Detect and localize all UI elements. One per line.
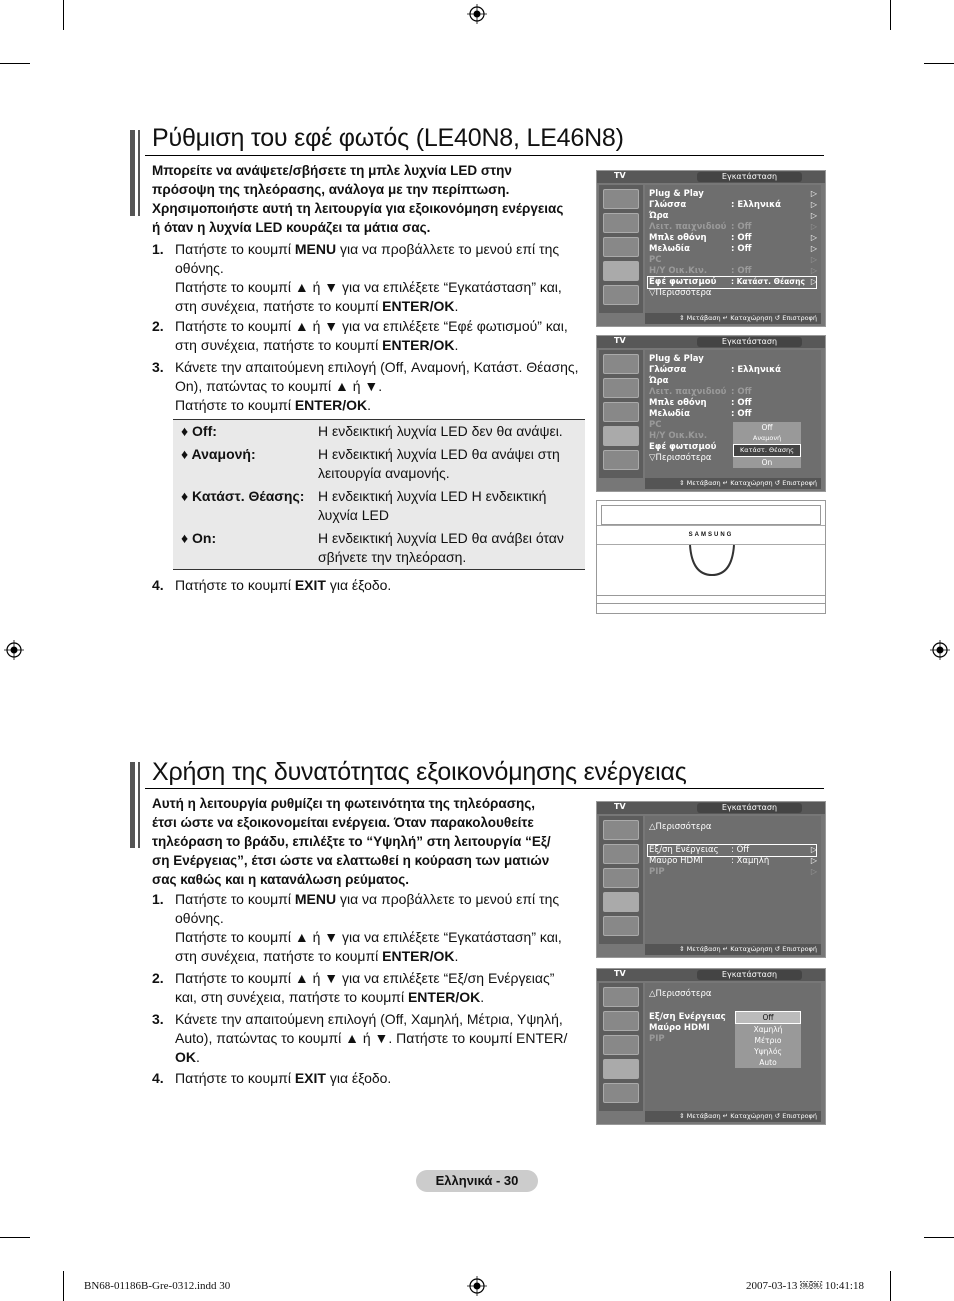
osd-footer: ⇕ Μετάβαση ↵ Καταχώρηση ↺ Επιστροφή [645, 313, 821, 324]
osd-side-icons [599, 816, 643, 944]
osd-option: Αναμονή [752, 434, 782, 442]
crop-mark [924, 63, 954, 64]
step-item [152, 969, 588, 1007]
channel-icon [603, 868, 639, 888]
step-number: 3. [152, 359, 164, 375]
picture-icon [603, 354, 639, 374]
osd-row-label: Λειτ. παιχνιδιού [649, 222, 727, 232]
osd-row-label: Εφέ φωτισμού [649, 442, 717, 452]
section-title: Χρήση της δυνατότητας εξοικονόμησης ενέργειας [152, 758, 687, 786]
step-line: OK. [175, 1049, 200, 1065]
osd-menu-row [649, 420, 661, 430]
osd-row-label: Η/Υ Οικ.Κιν. [649, 431, 708, 441]
osd-menu-row [649, 845, 750, 855]
play-arrow-icon: ▷ [810, 255, 817, 264]
tv-menu-screen [596, 170, 826, 327]
osd-row-label: PC [649, 420, 662, 430]
option-key: ♦ On: [181, 530, 217, 546]
osd-menu-row [649, 189, 704, 199]
osd-row-value: : Off [731, 233, 752, 243]
osd-row-label: Μπλε οθόνη [649, 233, 707, 243]
osd-row-label: Ώρα [649, 376, 669, 386]
osd-menu-row [649, 387, 752, 397]
osd-side-icons [599, 983, 643, 1111]
setup-icon [603, 426, 639, 446]
title-accent-bar [130, 762, 135, 848]
intro-line: τηλεόραση το βράδυ, επιλέξτε το “Υψηλή” στη λειτουργία “Εξ/ [152, 834, 551, 849]
option-description: Η ενδεικτική λυχνία LED θα ανάβει όταν σβήνετε την τηλεόραση. [318, 530, 564, 565]
play-arrow-icon: ▷ [810, 867, 817, 876]
title-accent-bar [138, 130, 140, 216]
osd-row-label: ▽Περισσότερα [649, 453, 712, 463]
osd-option-selected: Κατάστ. Θέασης [733, 444, 801, 457]
osd-menu-row [649, 277, 805, 287]
option-key: ♦ Κατάστ. Θέασης: [181, 488, 305, 504]
sound-icon [603, 844, 639, 864]
step-item [152, 1010, 588, 1067]
osd-footer: ⇕ Μετάβαση ↵ Καταχώρηση ↺ Επιστροφή [645, 1111, 821, 1122]
setup-icon [603, 261, 639, 281]
osd-menu-row [649, 398, 752, 408]
play-arrow-icon: ▷ [810, 222, 817, 231]
osd-row-value: : Ελληνικά [731, 365, 781, 375]
osd-row-label: Ώρα [649, 211, 669, 221]
option-row [173, 420, 585, 443]
osd-menu-list [645, 983, 821, 1111]
crop-mark [0, 1237, 30, 1238]
osd-row-label: ▽Περισσότερα [649, 288, 712, 298]
step-line: στη συνέχεια, πατήστε το κουμπί ENTER/OK. [175, 298, 459, 314]
osd-row-label: Γλώσσα [649, 365, 687, 375]
osd-menu-row [649, 376, 669, 386]
step-line: Πατήστε το κουμπί ▲ ή ▼ για να επιλέξετε “Εγκατάσταση” και, [175, 279, 562, 295]
osd-menu-row [649, 266, 752, 276]
step-number: 3. [152, 1011, 164, 1027]
picture-icon [603, 189, 639, 209]
step-item [152, 358, 588, 415]
osd-menu-row [649, 856, 770, 866]
intro-line: πρόσοψη της τηλεόρασης, ανάλογα με την περίπτωση. [152, 182, 510, 197]
osd-row-label: △Περισσότερα [649, 989, 712, 999]
intro-line: Αυτή η λειτουργία ρυθμίζει τη φωτεινότητα της τηλεόρασης, [152, 796, 535, 811]
tv-stand-icon [687, 543, 737, 583]
setup-icon [603, 892, 639, 912]
sound-icon [603, 378, 639, 398]
step-number: 1. [152, 891, 164, 907]
osd-menu-list [645, 350, 821, 478]
option-description: Η ενδεικτική λυχνία LED θα ανάψει στη λειτουργία αναμονής. [318, 446, 560, 481]
title-rule [145, 788, 824, 789]
osd-row-label: Η/Υ Οικ.Κιν. [649, 266, 708, 276]
osd-footer: ⇕ Μετάβαση ↵ Καταχώρηση ↺ Επιστροφή [645, 478, 821, 489]
step-line: Κάνετε την απαιτούμενη επιλογή (Off, Αναμονή, Κατάστ. Θέασης, [175, 359, 579, 375]
channel-icon [603, 402, 639, 422]
options-table [173, 419, 585, 570]
osd-menu-row [649, 989, 711, 999]
option-key: ♦ Αναμονή: [181, 446, 256, 462]
step-line: οθόνης. [175, 910, 224, 926]
osd-row-label: PIP [649, 1034, 665, 1044]
osd-option-popup [733, 422, 801, 468]
step-line: Πατήστε το κουμπί EXIT για έξοδο. [175, 1070, 392, 1086]
play-arrow-icon: ▷ [810, 845, 817, 854]
crop-mark [63, 1271, 64, 1301]
step-line: στη συνέχεια, πατήστε το κουμπί ENTER/OK. [175, 337, 459, 353]
crop-mark [890, 1271, 891, 1301]
osd-menu-row [649, 255, 661, 265]
play-arrow-icon: ▷ [810, 856, 817, 865]
osd-header [597, 171, 825, 183]
osd-menu-row [649, 222, 752, 232]
osd-option: Off [761, 423, 773, 432]
picture-icon [603, 987, 639, 1007]
section-intro [152, 161, 588, 237]
section-title: Ρύθμιση του εφέ φωτός (LE40N8, LE46N8) [152, 124, 624, 152]
osd-menu-row [649, 288, 711, 298]
intro-line: ή όταν η λυχνία LED κουράζει τα μάτια σας. [152, 220, 431, 235]
crop-mark [0, 63, 30, 64]
osd-row-value: : Off [731, 845, 750, 855]
step-line: Πατήστε το κουμπί MENU για να προβάλλετε το μενού επί της [175, 241, 560, 257]
registration-mark-icon [467, 4, 487, 24]
osd-row-label: Εφέ φωτισμού [649, 277, 717, 287]
intro-line: Μπορείτε να ανάψετε/σβήσετε τη μπλε λυχνία LED στην [152, 163, 512, 178]
step-number: 2. [152, 318, 164, 334]
step-item [152, 317, 588, 355]
crop-mark [924, 1237, 954, 1238]
tv-menu-screen [596, 335, 826, 492]
osd-row-value: : Off [731, 387, 752, 397]
play-arrow-icon: ▷ [810, 233, 817, 242]
osd-row-label: Εξ/ση Ενέργειας [649, 845, 719, 855]
print-file-info: BN68-01186B-Gre-0312.indd 30 [84, 1280, 231, 1292]
osd-side-icons [599, 185, 643, 313]
osd-option: On [761, 458, 773, 467]
osd-menu-list [645, 185, 821, 313]
sound-icon [603, 1011, 639, 1031]
title-accent-bar [130, 130, 135, 216]
osd-header [597, 802, 825, 814]
samsung-logo: SAMSUNG [597, 525, 825, 545]
osd-option-popup [735, 1011, 801, 1068]
osd-menu-row [649, 354, 704, 364]
option-row [173, 527, 585, 569]
osd-row-value: : Off [731, 244, 752, 254]
page-number-label: Ελληνικά - 30 [416, 1170, 538, 1192]
osd-side-icons [599, 350, 643, 478]
step-number: 2. [152, 970, 164, 986]
title-rule [145, 155, 824, 156]
osd-row-label: Μελωδία [649, 244, 690, 254]
option-key: ♦ Off: [181, 423, 217, 439]
registration-mark-icon [930, 640, 950, 660]
intro-line: Χρησιμοποιήστε αυτή τη λειτουργία για εξοικονόμηση ενέργειας [152, 201, 564, 216]
osd-option-selected: Off [735, 1011, 801, 1024]
osd-row-label: Plug & Play [649, 354, 704, 364]
channel-icon [603, 1035, 639, 1055]
step-line: On), πατώντας το κουμπί ▲ ή ▼. [175, 378, 383, 394]
step-item [152, 1069, 588, 1088]
osd-row-label: Μαύρο HDMI [649, 856, 703, 866]
osd-row-value: : Χαμηλή [731, 856, 770, 866]
osd-row-label: PC [649, 255, 662, 265]
step-line: Πατήστε το κουμπί MENU για να προβάλλετε το μενού επί της [175, 891, 560, 907]
osd-menu-row [649, 442, 716, 452]
title-accent-bar [138, 762, 140, 848]
osd-menu-row [649, 867, 665, 877]
step-line: Πατήστε το κουμπί ▲ ή ▼ για να επιλέξετε “Εφέ φωτισμού” και, [175, 318, 568, 334]
osd-menu-row [649, 244, 752, 254]
step-item [152, 240, 588, 316]
osd-row-label: Μαύρο HDMI [649, 1023, 710, 1033]
step-line: στη συνέχεια, πατήστε το κουμπί ENTER/OK. [175, 948, 459, 964]
intro-line: έτσι ώστε να εξοικονομείται ενέργεια. Όταν παρακολουθείτε [152, 815, 534, 830]
setup-icon [603, 1059, 639, 1079]
tv-label: TV [614, 969, 626, 978]
intro-line: σας καθώς και η κατανάλωση ρεύματος. [152, 872, 409, 887]
osd-row-label: Μελωδία [649, 409, 690, 419]
play-arrow-icon: ▷ [810, 189, 817, 198]
osd-row-label: Γλώσσα [649, 200, 687, 210]
option-row [173, 485, 585, 527]
osd-menu-title: Εγκατάσταση [697, 970, 802, 980]
section-intro [152, 794, 588, 889]
osd-row-value: : Off [731, 266, 752, 276]
option-description: Η ενδεικτική λυχνία LED Η ενδεικτική λυχνία LED [318, 488, 547, 523]
input-icon [603, 450, 639, 470]
osd-menu-title: Εγκατάσταση [697, 803, 802, 813]
osd-row-label: Μπλε οθόνη [649, 398, 707, 408]
osd-option: Auto [759, 1058, 777, 1067]
input-icon [603, 285, 639, 305]
osd-row-label: Λειτ. παιχνιδιού [649, 387, 727, 397]
play-arrow-icon: ▷ [810, 266, 817, 275]
osd-menu-row [649, 822, 711, 832]
osd-menu-row [649, 211, 669, 221]
tv-front-illustration [596, 500, 826, 614]
osd-row-label: PIP [649, 867, 665, 877]
divider [597, 595, 825, 596]
print-timestamp: 2007-03-13 ￼￼ 10:41:18 [746, 1280, 864, 1292]
osd-menu-row [649, 200, 781, 210]
sound-icon [603, 213, 639, 233]
crop-mark [890, 0, 891, 30]
osd-menu-list [645, 816, 821, 944]
osd-row-value: : Κατάστ. Θέασης [731, 277, 805, 286]
osd-menu-row [649, 233, 752, 243]
osd-option: Χαμηλή [753, 1025, 783, 1034]
step-line: Πατήστε το κουμπί EXIT για έξοδο. [175, 577, 392, 593]
osd-menu-row [649, 365, 781, 375]
channel-icon [603, 237, 639, 257]
tv-label: TV [614, 171, 626, 180]
step-number: 1. [152, 241, 164, 257]
tv-bezel-top [601, 505, 821, 525]
osd-row-label: △Περισσότερα [649, 822, 712, 832]
step-item [152, 576, 588, 595]
step-line: οθόνης. [175, 260, 224, 276]
osd-menu-row [649, 409, 752, 419]
step-item [152, 890, 588, 966]
input-icon [603, 1083, 639, 1103]
divider [597, 603, 825, 604]
option-row [173, 443, 585, 485]
step-line: Πατήστε το κουμπί ▲ ή ▼ για να επιλέξετε “Εγκατάσταση” και, [175, 929, 562, 945]
osd-row-label: Plug & Play [649, 189, 704, 199]
step-line: Auto), πατώντας το κουμπί ▲ ή ▼. Πατήστε το κουμπί ENTER/ [175, 1030, 568, 1046]
osd-footer: ⇕ Μετάβαση ↵ Καταχώρηση ↺ Επιστροφή [645, 944, 821, 955]
tv-label: TV [614, 336, 626, 345]
play-arrow-icon: ▷ [810, 244, 817, 253]
tv-menu-screen [596, 968, 826, 1125]
play-arrow-icon: ▷ [810, 200, 817, 209]
option-description: Η ενδεικτική λυχνία LED δεν θα ανάψει. [318, 423, 563, 439]
osd-row-label: Εξ/ση Ενέργειας [649, 1012, 726, 1022]
play-arrow-icon: ▷ [810, 211, 817, 220]
osd-option: Υψηλός [754, 1047, 782, 1056]
osd-row-value: : Ελληνικά [731, 200, 781, 210]
intro-line: ση Ενέργειας”, έτσι ώστε να ελαττωθεί η κούραση των ματιών [152, 853, 550, 868]
tv-menu-screen [596, 801, 826, 958]
crop-mark [63, 0, 64, 30]
input-icon [603, 916, 639, 936]
osd-row-value: : Off [731, 398, 752, 408]
osd-row-value: : Off [731, 409, 752, 419]
registration-mark-icon [467, 1276, 487, 1296]
osd-header [597, 969, 825, 981]
osd-option: Μέτριο [754, 1036, 782, 1045]
osd-menu-title: Εγκατάσταση [697, 172, 802, 182]
registration-mark-icon [4, 640, 24, 660]
play-arrow-icon: ▷ [810, 277, 817, 286]
picture-icon [603, 820, 639, 840]
osd-header [597, 336, 825, 348]
osd-row-value: : Off [731, 222, 752, 232]
osd-menu-row [649, 1023, 710, 1033]
step-number: 4. [152, 577, 164, 593]
osd-menu-row [649, 1034, 665, 1044]
step-number: 4. [152, 1070, 164, 1086]
step-line: και, στη συνέχεια, πατήστε το κουμπί ENTER/OK. [175, 989, 485, 1005]
tv-label: TV [614, 802, 626, 811]
step-line: Κάνετε την απαιτούμενη επιλογή (Off, Χαμηλή, Μέτρια, Υψηλή, [175, 1011, 563, 1027]
step-line: Πατήστε το κουμπί ENTER/OK. [175, 397, 372, 413]
osd-menu-row [649, 453, 711, 463]
osd-menu-row [649, 431, 707, 441]
osd-menu-title: Εγκατάσταση [697, 337, 802, 347]
osd-menu-row [649, 1012, 726, 1022]
step-line: Πατήστε το κουμπί ▲ ή ▼ για να επιλέξετε “Εξ/ση Ενέργειας” [175, 970, 555, 986]
